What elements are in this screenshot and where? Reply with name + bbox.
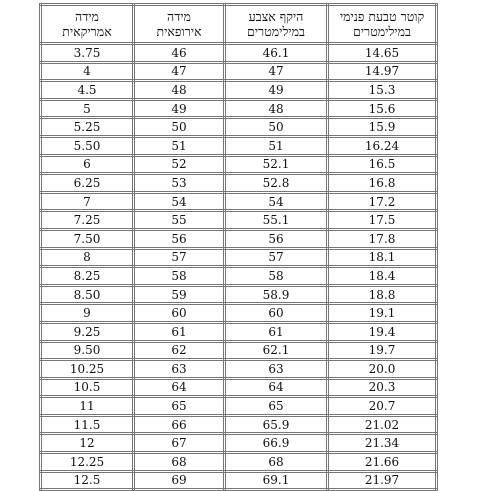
- finger-circumference-cell: 56: [225, 229, 328, 248]
- us-size-cell: 7.50: [41, 229, 134, 248]
- inner-diameter-cell: 19.7: [328, 341, 437, 360]
- header-row: [41, 5, 437, 44]
- table-row: [41, 397, 437, 416]
- table-row: [41, 341, 437, 360]
- inner-diameter-cell: 19.1: [328, 304, 437, 323]
- us-size-cell: 7: [41, 192, 134, 211]
- inner-diameter-cell: 14.65: [328, 44, 437, 63]
- us-size-cell: 3.75: [41, 44, 134, 63]
- table-row: [41, 174, 437, 193]
- inner-diameter-cell: 20.0: [328, 360, 437, 379]
- eu-size-cell: 46: [134, 44, 225, 63]
- finger-circumference-cell: 55.1: [225, 211, 328, 230]
- us-size-cell: 11.5: [41, 415, 134, 434]
- table-row: [41, 99, 437, 118]
- inner-diameter-cell: 18.8: [328, 285, 437, 304]
- us-size-cell: 5.25: [41, 118, 134, 137]
- table-row: [41, 322, 437, 341]
- finger-circumference-cell: 63: [225, 360, 328, 379]
- inner-diameter-cell: 17.2: [328, 192, 437, 211]
- finger-circumference-cell: 65.9: [225, 415, 328, 434]
- inner-diameter-cell: 15.9: [328, 118, 437, 137]
- table-row: [41, 267, 437, 286]
- inner-diameter-cell: 21.34: [328, 434, 437, 453]
- eu-size-cell: 49: [134, 99, 225, 118]
- inner-diameter-cell: 16.24: [328, 136, 437, 155]
- us-size-cell: 12.5: [41, 471, 134, 490]
- inner-diameter-cell: 15.3: [328, 81, 437, 100]
- eu-size-cell: 57: [134, 248, 225, 267]
- us-size-cell: 10.25: [41, 360, 134, 379]
- eu-size-cell: 55: [134, 211, 225, 230]
- finger-circumference-cell: 46.1: [225, 44, 328, 63]
- table-row: [41, 248, 437, 267]
- inner-diameter-cell: 20.3: [328, 378, 437, 397]
- table-row: [41, 118, 437, 137]
- header-inner-diameter-line1: קוטר טבעת פנימי: [339, 9, 425, 24]
- us-size-cell: 9.50: [41, 341, 134, 360]
- finger-circumference-cell: 51: [225, 136, 328, 155]
- header-us-size: [41, 5, 134, 44]
- table-body: [41, 44, 437, 490]
- eu-size-cell: 62: [134, 341, 225, 360]
- us-size-cell: 6.25: [41, 174, 134, 193]
- header-finger-circumference-line1: היקף אצבע: [248, 9, 304, 24]
- finger-circumference-cell: 60: [225, 304, 328, 323]
- finger-circumference-cell: 62.1: [225, 341, 328, 360]
- us-size-cell: 10.5: [41, 378, 134, 397]
- us-size-cell: 7.25: [41, 211, 134, 230]
- eu-size-cell: 59: [134, 285, 225, 304]
- finger-circumference-cell: 69.1: [225, 471, 328, 490]
- eu-size-cell: 63: [134, 360, 225, 379]
- eu-size-cell: 50: [134, 118, 225, 137]
- header-inner-diameter: [328, 5, 437, 44]
- us-size-cell: 8: [41, 248, 134, 267]
- eu-size-cell: 68: [134, 453, 225, 472]
- table-row: [41, 360, 437, 379]
- finger-circumference-cell: 52.8: [225, 174, 328, 193]
- finger-circumference-cell: 48: [225, 99, 328, 118]
- eu-size-cell: 56: [134, 229, 225, 248]
- eu-size-cell: 69: [134, 471, 225, 490]
- eu-size-cell: 53: [134, 174, 225, 193]
- eu-size-cell: 65: [134, 397, 225, 416]
- header-finger-circumference: [225, 5, 328, 44]
- us-size-cell: 4.5: [41, 81, 134, 100]
- inner-diameter-cell: 18.1: [328, 248, 437, 267]
- us-size-cell: 8.25: [41, 267, 134, 286]
- finger-circumference-cell: 52.1: [225, 155, 328, 174]
- inner-diameter-cell: 21.97: [328, 471, 437, 490]
- inner-diameter-cell: 21.02: [328, 415, 437, 434]
- finger-circumference-cell: 50: [225, 118, 328, 137]
- inner-diameter-cell: 20.7: [328, 397, 437, 416]
- finger-circumference-cell: 68: [225, 453, 328, 472]
- ring-size-table-container: [39, 0, 441, 488]
- finger-circumference-cell: 66.9: [225, 434, 328, 453]
- eu-size-cell: 52: [134, 155, 225, 174]
- header-eu-size-line2: אירופאית: [156, 24, 202, 39]
- eu-size-cell: 51: [134, 136, 225, 155]
- us-size-cell: 4: [41, 62, 134, 81]
- eu-size-cell: 60: [134, 304, 225, 323]
- finger-circumference-cell: 58.9: [225, 285, 328, 304]
- us-size-cell: 12: [41, 434, 134, 453]
- header-us-size-line1: מידה: [75, 9, 99, 24]
- table-row: [41, 285, 437, 304]
- eu-size-cell: 67: [134, 434, 225, 453]
- finger-circumference-cell: 57: [225, 248, 328, 267]
- eu-size-cell: 54: [134, 192, 225, 211]
- inner-diameter-cell: 14.97: [328, 62, 437, 81]
- eu-size-cell: 61: [134, 322, 225, 341]
- eu-size-cell: 47: [134, 62, 225, 81]
- table-row: [41, 434, 437, 453]
- table-row: [41, 211, 437, 230]
- us-size-cell: 9: [41, 304, 134, 323]
- header-eu-size-line1: מידה: [167, 9, 191, 24]
- finger-circumference-cell: 61: [225, 322, 328, 341]
- inner-diameter-cell: 21.66: [328, 453, 437, 472]
- table-row: [41, 415, 437, 434]
- inner-diameter-cell: 18.4: [328, 267, 437, 286]
- eu-size-cell: 48: [134, 81, 225, 100]
- inner-diameter-cell: 16.5: [328, 155, 437, 174]
- header-us-size-line2: אמריקאית: [62, 24, 112, 39]
- us-size-cell: 5: [41, 99, 134, 118]
- ring-size-table: [39, 3, 438, 491]
- finger-circumference-cell: 49: [225, 81, 328, 100]
- finger-circumference-cell: 65: [225, 397, 328, 416]
- finger-circumference-cell: 54: [225, 192, 328, 211]
- inner-diameter-cell: 17.5: [328, 211, 437, 230]
- us-size-cell: 11: [41, 397, 134, 416]
- header-finger-circumference-line2: במילימטרים: [246, 24, 305, 39]
- table-row: [41, 44, 437, 63]
- table-row: [41, 62, 437, 81]
- us-size-cell: 8.50: [41, 285, 134, 304]
- header-eu-size: [134, 5, 225, 44]
- table-row: [41, 192, 437, 211]
- finger-circumference-cell: 64: [225, 378, 328, 397]
- eu-size-cell: 66: [134, 415, 225, 434]
- table-row: [41, 453, 437, 472]
- us-size-cell: 12.25: [41, 453, 134, 472]
- header-inner-diameter-line2: במילימטרים: [352, 24, 411, 39]
- us-size-cell: 6: [41, 155, 134, 174]
- eu-size-cell: 64: [134, 378, 225, 397]
- inner-diameter-cell: 17.8: [328, 229, 437, 248]
- table-row: [41, 136, 437, 155]
- us-size-cell: 9.25: [41, 322, 134, 341]
- us-size-cell: 5.50: [41, 136, 134, 155]
- inner-diameter-cell: 16.8: [328, 174, 437, 193]
- table-row: [41, 229, 437, 248]
- eu-size-cell: 58: [134, 267, 225, 286]
- inner-diameter-cell: 19.4: [328, 322, 437, 341]
- table-row: [41, 471, 437, 490]
- table-row: [41, 304, 437, 323]
- inner-diameter-cell: 15.6: [328, 99, 437, 118]
- table-row: [41, 81, 437, 100]
- table-row: [41, 378, 437, 397]
- table-row: [41, 155, 437, 174]
- finger-circumference-cell: 58: [225, 267, 328, 286]
- finger-circumference-cell: 47: [225, 62, 328, 81]
